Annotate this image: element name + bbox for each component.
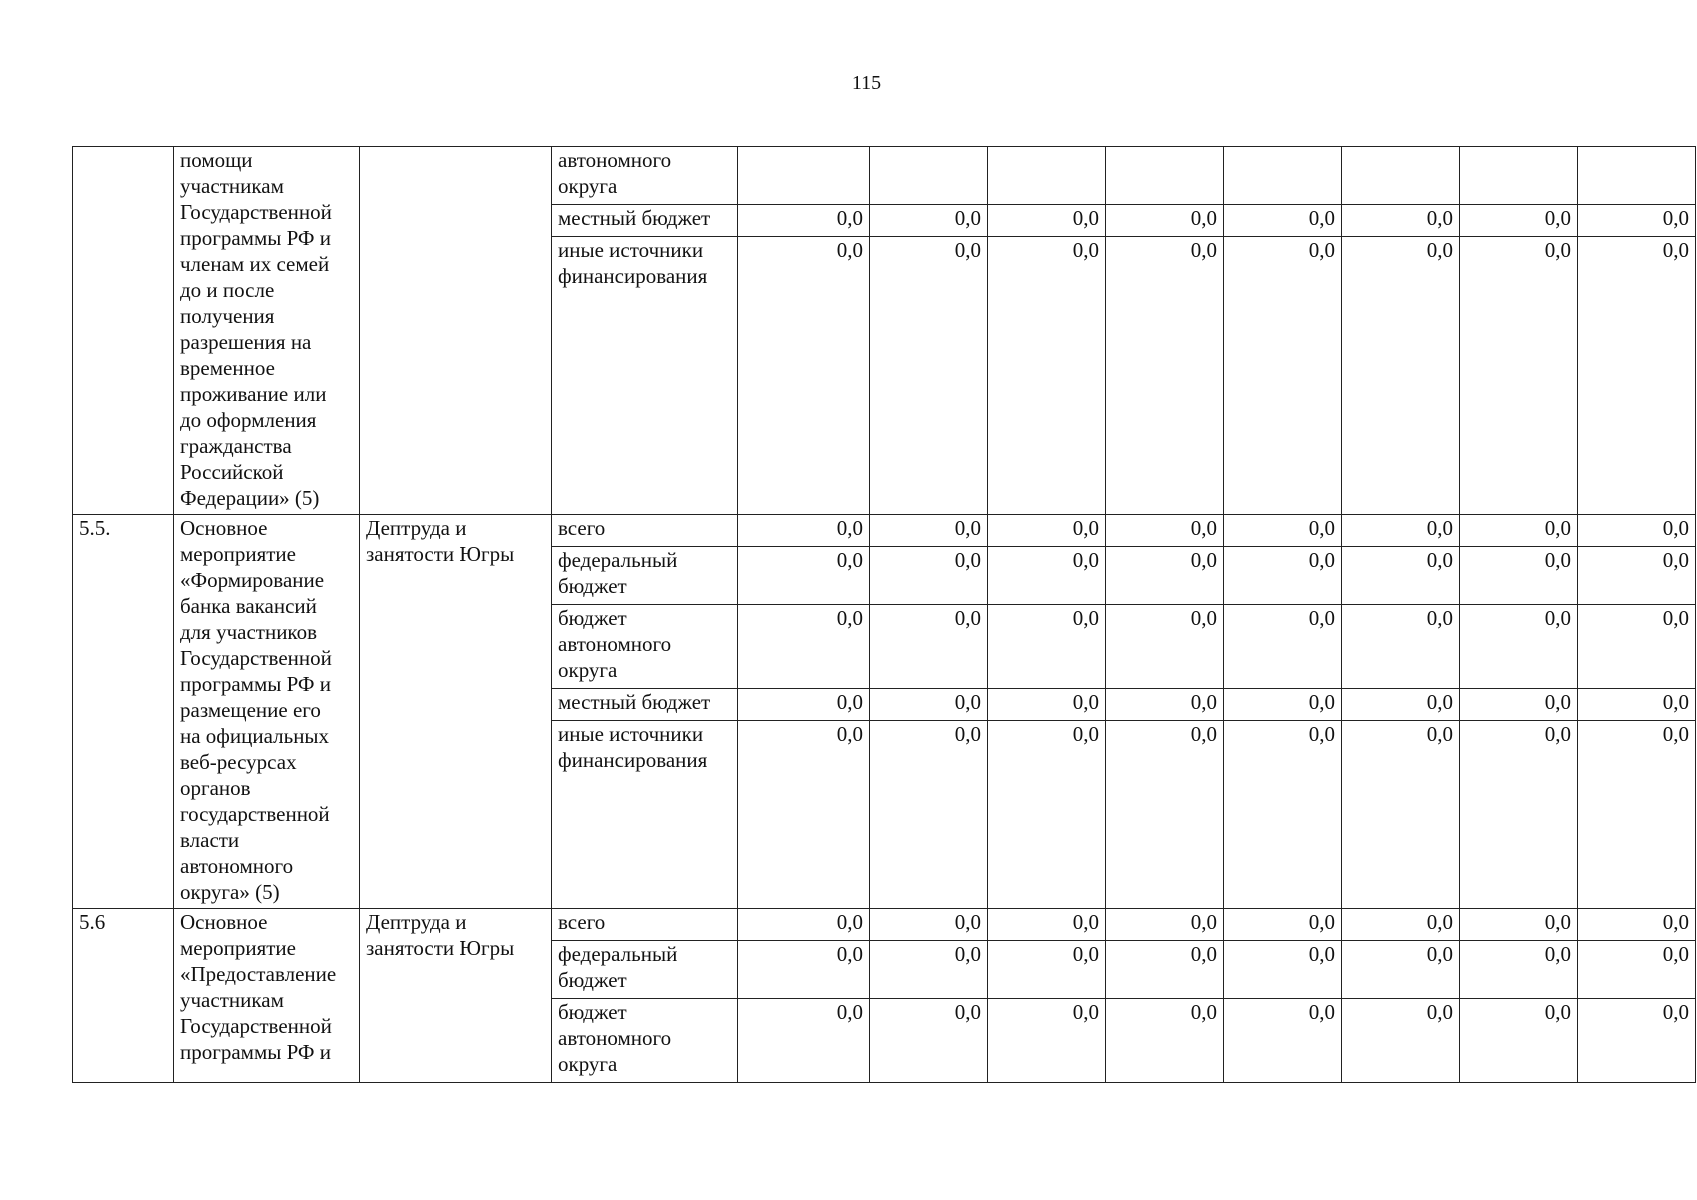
amount-cell: 0,0	[1106, 237, 1224, 515]
amount-cell: 0,0	[1106, 205, 1224, 237]
amount-cell: 0,0	[1224, 909, 1342, 941]
item-code-cell	[73, 147, 174, 515]
amount-cell	[870, 147, 988, 205]
amount-cell: 0,0	[1460, 999, 1578, 1083]
amount-cell	[1342, 147, 1460, 205]
amount-cell: 0,0	[1578, 515, 1696, 547]
amount-cell: 0,0	[870, 999, 988, 1083]
amount-cell: 0,0	[1342, 515, 1460, 547]
amount-cell: 0,0	[988, 515, 1106, 547]
amount-cell	[1106, 147, 1224, 205]
funding-source-cell: бюджет автономного округа	[552, 605, 738, 689]
amount-cell: 0,0	[1106, 999, 1224, 1083]
amount-cell: 0,0	[870, 605, 988, 689]
amount-cell: 0,0	[1224, 999, 1342, 1083]
amount-cell	[988, 147, 1106, 205]
amount-cell	[738, 147, 870, 205]
amount-cell: 0,0	[1106, 605, 1224, 689]
item-name-cell-provision: Основное мероприятие «Предоставление участникам Государственной программы РФ и	[174, 909, 360, 1083]
funding-source-cell: местный бюджет	[552, 205, 738, 237]
amount-cell: 0,0	[870, 205, 988, 237]
amount-cell: 0,0	[988, 689, 1106, 721]
amount-cell: 0,0	[1106, 909, 1224, 941]
amount-cell: 0,0	[1578, 909, 1696, 941]
amount-cell: 0,0	[1106, 515, 1224, 547]
amount-cell: 0,0	[1460, 689, 1578, 721]
amount-cell: 0,0	[738, 205, 870, 237]
item-name-cell-vacancy-bank: Основное мероприятие «Формирование банка вакансий для участников Государственной программы РФ и размещение его на официальных веб-ресурсах органов государственной власти автономного округа» (5)	[174, 515, 360, 909]
amount-cell: 0,0	[738, 237, 870, 515]
funding-source-cell: автономного округа	[552, 147, 738, 205]
item-name-cell-financial-aid: помощи участникам Государственной программы РФ и членам их семей до и после получения разрешения на временное проживание или до оформления гражданства Российской Федерации» (5)	[174, 147, 360, 515]
amount-cell: 0,0	[1578, 941, 1696, 999]
amount-cell: 0,0	[738, 689, 870, 721]
amount-cell: 0,0	[1342, 205, 1460, 237]
amount-cell: 0,0	[1342, 999, 1460, 1083]
amount-cell: 0,0	[738, 547, 870, 605]
amount-cell: 0,0	[988, 941, 1106, 999]
amount-cell: 0,0	[1342, 237, 1460, 515]
amount-cell: 0,0	[988, 721, 1106, 909]
amount-cell: 0,0	[1224, 721, 1342, 909]
amount-cell: 0,0	[1342, 941, 1460, 999]
amount-cell: 0,0	[1342, 721, 1460, 909]
amount-cell: 0,0	[738, 721, 870, 909]
amount-cell: 0,0	[1106, 547, 1224, 605]
amount-cell: 0,0	[1342, 909, 1460, 941]
amount-cell: 0,0	[1460, 909, 1578, 941]
amount-cell: 0,0	[1460, 205, 1578, 237]
amount-cell: 0,0	[1224, 205, 1342, 237]
amount-cell: 0,0	[1106, 721, 1224, 909]
amount-cell: 0,0	[988, 237, 1106, 515]
amount-cell: 0,0	[738, 941, 870, 999]
amount-cell	[1460, 147, 1578, 205]
amount-cell: 0,0	[870, 909, 988, 941]
amount-cell: 0,0	[988, 547, 1106, 605]
funding-source-cell: федеральный бюджет	[552, 941, 738, 999]
amount-cell: 0,0	[1578, 547, 1696, 605]
amount-cell: 0,0	[988, 999, 1106, 1083]
amount-cell: 0,0	[1578, 689, 1696, 721]
executor-cell: Дептруда и занятости Югры	[360, 909, 552, 1083]
amount-cell: 0,0	[1224, 547, 1342, 605]
amount-cell: 0,0	[1224, 941, 1342, 999]
funding-source-cell: федеральный бюджет	[552, 547, 738, 605]
amount-cell: 0,0	[738, 515, 870, 547]
amount-cell: 0,0	[738, 909, 870, 941]
amount-cell: 0,0	[870, 515, 988, 547]
executor-cell: Дептруда и занятости Югры	[360, 515, 552, 909]
amount-cell: 0,0	[738, 605, 870, 689]
amount-cell: 0,0	[988, 909, 1106, 941]
item-code-cell: 5.5.	[73, 515, 174, 909]
budget-table	[72, 146, 1696, 1083]
amount-cell: 0,0	[1578, 999, 1696, 1083]
amount-cell: 0,0	[870, 721, 988, 909]
amount-cell: 0,0	[1578, 721, 1696, 909]
amount-cell	[1224, 147, 1342, 205]
table-row	[73, 515, 1696, 547]
amount-cell: 0,0	[1342, 605, 1460, 689]
amount-cell: 0,0	[988, 205, 1106, 237]
table-row	[73, 909, 1696, 941]
funding-source-cell: бюджет автономного округа	[552, 999, 738, 1083]
funding-source-cell: всего	[552, 909, 738, 941]
amount-cell: 0,0	[1224, 689, 1342, 721]
amount-cell: 0,0	[1342, 547, 1460, 605]
amount-cell: 0,0	[738, 999, 870, 1083]
amount-cell	[1578, 147, 1696, 205]
amount-cell: 0,0	[1224, 515, 1342, 547]
amount-cell: 0,0	[870, 689, 988, 721]
funding-source-cell: местный бюджет	[552, 689, 738, 721]
amount-cell: 0,0	[1106, 689, 1224, 721]
amount-cell: 0,0	[870, 547, 988, 605]
amount-cell: 0,0	[870, 237, 988, 515]
amount-cell: 0,0	[988, 605, 1106, 689]
amount-cell: 0,0	[1460, 721, 1578, 909]
amount-cell: 0,0	[1460, 515, 1578, 547]
item-code-cell: 5.6	[73, 909, 174, 1083]
funding-source-cell: всего	[552, 515, 738, 547]
amount-cell: 0,0	[1578, 237, 1696, 515]
amount-cell: 0,0	[1460, 237, 1578, 515]
funding-source-cell: иные источники финансирования	[552, 237, 738, 515]
amount-cell: 0,0	[1460, 941, 1578, 999]
amount-cell: 0,0	[1224, 605, 1342, 689]
table-row	[73, 147, 1696, 205]
page-number: 115	[851, 72, 882, 94]
amount-cell: 0,0	[1578, 605, 1696, 689]
amount-cell: 0,0	[1460, 605, 1578, 689]
amount-cell: 0,0	[1460, 547, 1578, 605]
amount-cell: 0,0	[1578, 205, 1696, 237]
amount-cell: 0,0	[1106, 941, 1224, 999]
executor-cell	[360, 147, 552, 515]
funding-source-cell: иные источники финансирования	[552, 721, 738, 909]
amount-cell: 0,0	[1224, 237, 1342, 515]
amount-cell: 0,0	[1342, 689, 1460, 721]
amount-cell: 0,0	[870, 941, 988, 999]
